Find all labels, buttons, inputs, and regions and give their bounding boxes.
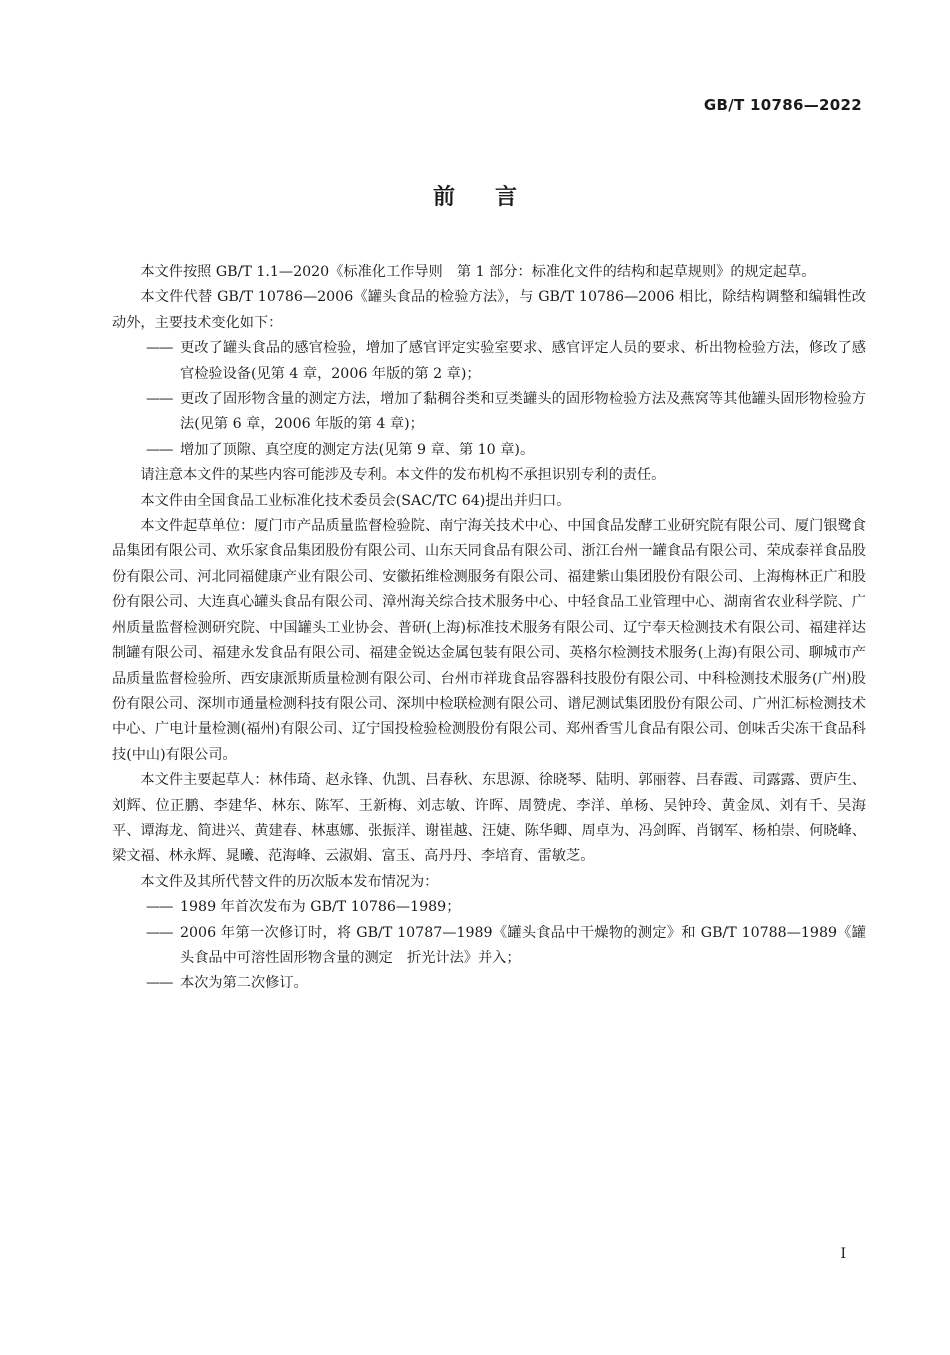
change-text: 增加了顶隙、真空度的测定方法(见第 9 章、第 10 章)。 [180,441,535,458]
page-number: I [840,1246,846,1262]
history-text: 本次为第二次修订。 [180,975,308,992]
history-item [112,971,866,996]
foreword-body [112,260,866,997]
proposer-statement: 本文件由全国食品工业标准化技术委员会(SAC/TC 64)提出并归口。 [140,492,571,509]
change-text: 更改了固形物含量的测定方法，增加了黏稠谷类和豆类罐头的固形物检验方法及燕窝等其他罐头固形物检验方法(见第 6 章，2006 年版的第 4 章)； [180,391,866,433]
dash-marker: —— [146,924,173,941]
history-intro: 本文件及其所代替文件的历次版本发布情况为： [140,873,439,890]
change-item [112,336,866,387]
patent-notice: 请注意本文件的某些内容可能涉及专利。本文件的发布机构不承担识别专利的责任。 [140,467,666,484]
dash-marker: —— [146,441,173,458]
dash-marker: —— [146,340,173,357]
paragraph-replacement: 本文件代替 GB/T 10786—2006《罐头食品的检验方法》，与 GB/T 10786—2006 相比，除结构调整和编辑性改动外，主要技术变化如下： [112,289,866,331]
main-drafters: 本文件主要起草人：林伟琦、赵永锋、仇凯、吕春秋、东思源、徐晓琴、陆明、郭丽蓉、吕春霞、司露露、贾庐生、刘辉、位正鹏、李建华、林东、陈军、王新梅、刘志敏、许晖、周赞虎、李洋、单杨、吴钟玲、黄金凤、刘有千、吴海平、谭海龙、简进兴、黄建春、林惠娜、张振洋、谢崔越、汪婕、陈华卿、周卓为、冯剑晖、肖钢军、杨柏崇、何晓峰、梁文福、林永辉、晁曦、范海峰、云淑娟、富玉、高丹丹、李培育、雷敏芝。 [112,772,866,865]
page-title: 前言 [432,185,557,210]
dash-marker: —— [146,899,173,916]
paragraph-drafting-rule: 本文件按照 GB/T 1.1—2020《标准化工作导则 第 1 部分：标准化文件的结构和起草规则》的规定起草。 [140,264,816,280]
history-text: 1989 年首次发布为 GB/T 10786—1989； [180,899,461,916]
dash-marker: —— [146,391,173,408]
dash-marker: —— [146,975,173,992]
history-item [112,921,866,972]
history-text: 2006 年第一次修订时，将 GB/T 10787—1989《罐头食品中干燥物的测定》和 GB/T 10788—1989《罐头食品中可溶性固形物含量的测定 折光计法》并入； [180,924,866,966]
change-item [112,438,866,463]
change-item [112,387,866,438]
standard-number: GB/T 10786—2022 [703,96,862,114]
change-text: 更改了罐头食品的感官检验，增加了感官评定实验室要求、感官评定人员的要求、析出物检验方法，修改了感官检验设备(见第 4 章，2006 年版的第 2 章)； [180,340,866,382]
history-item [112,895,866,920]
drafting-units: 本文件起草单位：厦门市产品质量监督检验院、南宁海关技术中心、中国食品发酵工业研究院有限公司、厦门银鹭食品集团有限公司、欢乐家食品集团股份有限公司、山东天同食品有限公司、浙江台州一罐食品有限公司、荣成泰祥食品股份有限公司、河北同福健康产业有限公司、安徽拓维检测服务有限公司、福建紫山集团股份有限公司、上海梅林正广和股份有限公司、大连真心罐头食品有限公司、漳州海关综合技术服务中心、中轻食品工业管理中心、湖南省农业科学院、广州质量监督检测研究院、中国罐头工业协会、普研(上海)标准技术服务有限公司、辽宁奉天检测技术有限公司、福建祥达制罐有限公司、福建永发食品有限公司、福建金锐达金属包装有限公司、英格尔检测技术服务(上海)有限公司、聊城市产品质量监督检验所、西安康派斯质量检测有限公司、台州市祥珑食品容器科技股份有限公司、中科检测技术服务(广州)股份有限公司、深圳市通量检测科技有限公司、深圳中检联检测有限公司、谱尼测试集团股份有限公司、广州汇标检测技术中心、广电计量检测(福州)有限公司、辽宁国投检验检测股份有限公司、郑州香雪儿食品有限公司、创味舌尖冻干食品科技(中山)有限公司。 [112,518,866,763]
